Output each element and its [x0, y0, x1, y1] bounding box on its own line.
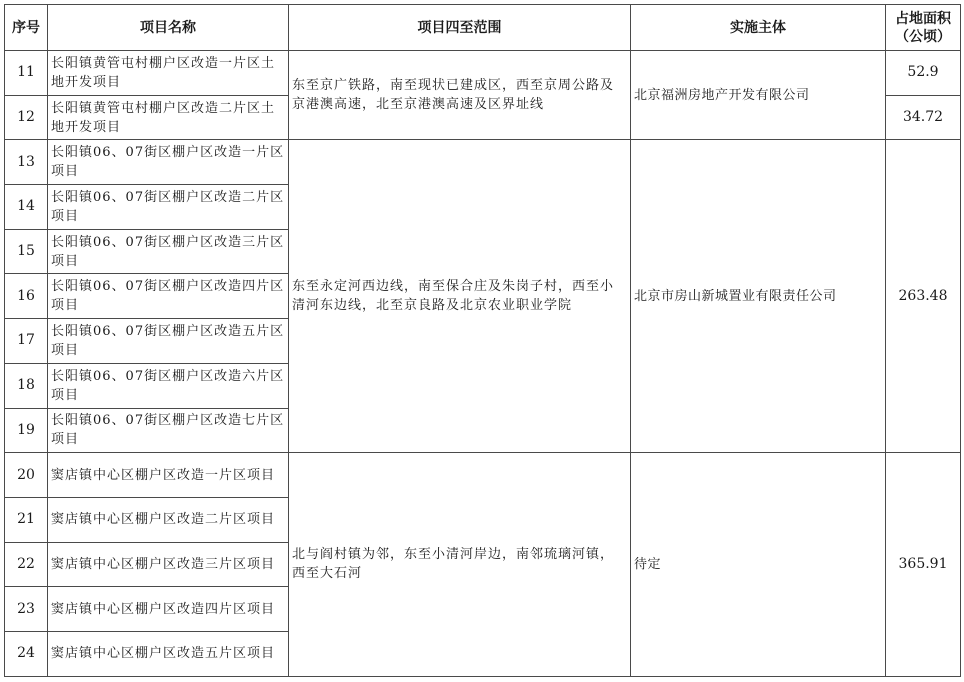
row-number: 14: [5, 185, 48, 230]
row-number: 19: [5, 408, 48, 453]
row-number: 23: [5, 587, 48, 632]
row-number: 18: [5, 363, 48, 408]
project-name: 长阳镇06、07街区棚户区改造三片区项目: [48, 229, 289, 274]
header-row: [5, 5, 961, 51]
project-name: 长阳镇06、07街区棚户区改造二片区项目: [48, 185, 289, 230]
row-number: 11: [5, 51, 48, 96]
project-name: 长阳镇06、07街区棚户区改造四片区项目: [48, 274, 289, 319]
table-row: [5, 51, 961, 96]
implementing-entity: 北京福洲房地产开发有限公司: [631, 51, 886, 140]
col-header-entity: 实施主体: [631, 5, 886, 51]
project-name: 长阳镇06、07街区棚户区改造六片区项目: [48, 363, 289, 408]
area-value: 263.48: [886, 140, 961, 453]
row-number: 21: [5, 497, 48, 542]
table-row: [5, 140, 961, 185]
row-number: 16: [5, 274, 48, 319]
row-number: 20: [5, 453, 48, 498]
project-name: 长阳镇06、07街区棚户区改造七片区项目: [48, 408, 289, 453]
row-number: 13: [5, 140, 48, 185]
project-scope: 东至永定河西边线，南至保合庄及朱岗子村，西至小清河东边线，北至京良路及北京农业职业学院: [289, 140, 631, 453]
table-row: [5, 453, 961, 498]
project-name: 窦店镇中心区棚户区改造三片区项目: [48, 542, 289, 587]
area-value: 52.9: [886, 51, 961, 96]
project-name: 长阳镇黄管屯村棚户区改造一片区土地开发项目: [48, 51, 289, 96]
project-name: 窦店镇中心区棚户区改造一片区项目: [48, 453, 289, 498]
area-value: 34.72: [886, 95, 961, 140]
project-scope: 北与阎村镇为邻，东至小清河岸边，南邻琉璃河镇，西至大石河: [289, 453, 631, 676]
col-header-scope: 项目四至范围: [289, 5, 631, 51]
project-table: [4, 4, 961, 677]
area-value: 365.91: [886, 453, 961, 676]
row-number: 12: [5, 95, 48, 140]
project-name: 窦店镇中心区棚户区改造二片区项目: [48, 497, 289, 542]
implementing-entity: 北京市房山新城置业有限责任公司: [631, 140, 886, 453]
row-number: 22: [5, 542, 48, 587]
project-name: 长阳镇06、07街区棚户区改造五片区项目: [48, 319, 289, 364]
row-number: 24: [5, 631, 48, 676]
col-header-name: 项目名称: [48, 5, 289, 51]
project-name: 窦店镇中心区棚户区改造四片区项目: [48, 587, 289, 632]
project-name: 长阳镇黄管屯村棚户区改造二片区土地开发项目: [48, 95, 289, 140]
project-scope: 东至京广铁路，南至现状已建成区，西至京周公路及京港澳高速，北至京港澳高速及区界址线: [289, 51, 631, 140]
project-name: 长阳镇06、07街区棚户区改造一片区项目: [48, 140, 289, 185]
col-header-area: 占地面积 （公顷）: [886, 5, 961, 51]
project-name: 窦店镇中心区棚户区改造五片区项目: [48, 631, 289, 676]
implementing-entity: 待定: [631, 453, 886, 676]
row-number: 15: [5, 229, 48, 274]
row-number: 17: [5, 319, 48, 364]
col-header-no: 序号: [5, 5, 48, 51]
